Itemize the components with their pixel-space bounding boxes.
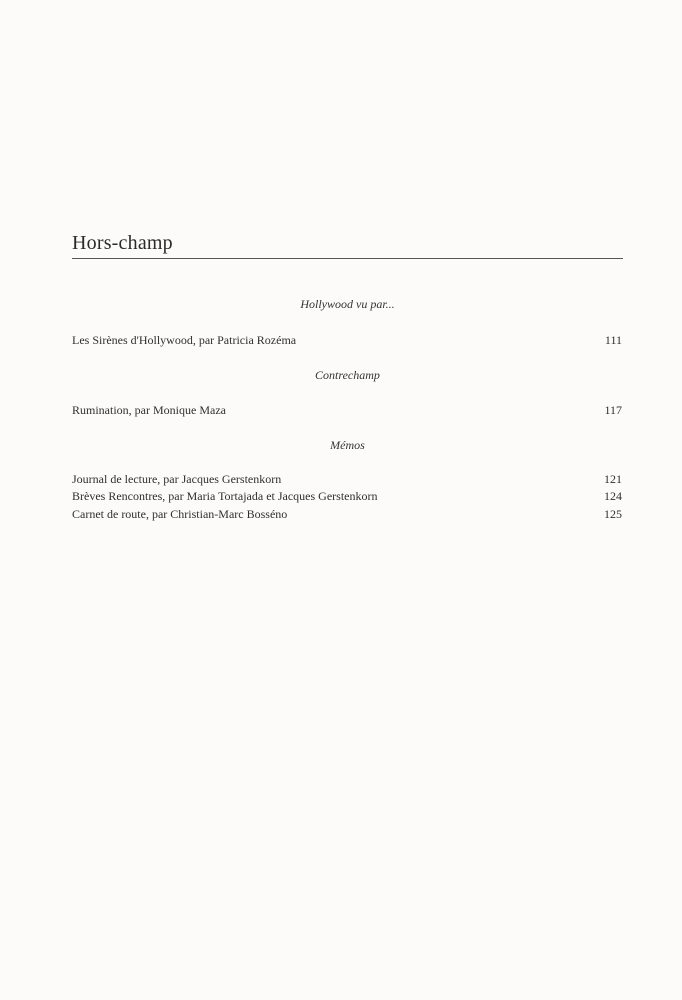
toc-entry [72, 505, 622, 523]
entry-title: Rumination, par Monique Maza [72, 403, 226, 417]
entry-title: Carnet de route, par Christian-Marc Bosséno [72, 507, 288, 521]
entry-title: Journal de lecture, par Jacques Gerstenkorn [72, 472, 282, 486]
entry-page-number: 124 [604, 489, 622, 503]
entry-page-number: 111 [604, 333, 622, 347]
toc-entry [72, 487, 622, 505]
section-heading-hollywood: Hollywood vu par... [300, 297, 395, 311]
entry-page-number: 125 [604, 507, 622, 521]
section-heading-memos: Mémos [330, 438, 365, 452]
title-divider [72, 258, 623, 259]
entry-page-number: 121 [604, 472, 622, 486]
entry-title: Brèves Rencontres, par Maria Tortajada et Jacques Gerstenkorn [72, 489, 378, 503]
toc-entry [72, 331, 622, 349]
toc-entry [72, 401, 622, 419]
toc-entry [72, 470, 622, 488]
page-title: Hors-champ [72, 232, 173, 254]
entry-page-number: 117 [604, 403, 622, 417]
entry-title: Les Sirènes d'Hollywood, par Patricia Rozéma [72, 333, 297, 347]
section-heading-contrechamp: Contrechamp [315, 368, 380, 382]
